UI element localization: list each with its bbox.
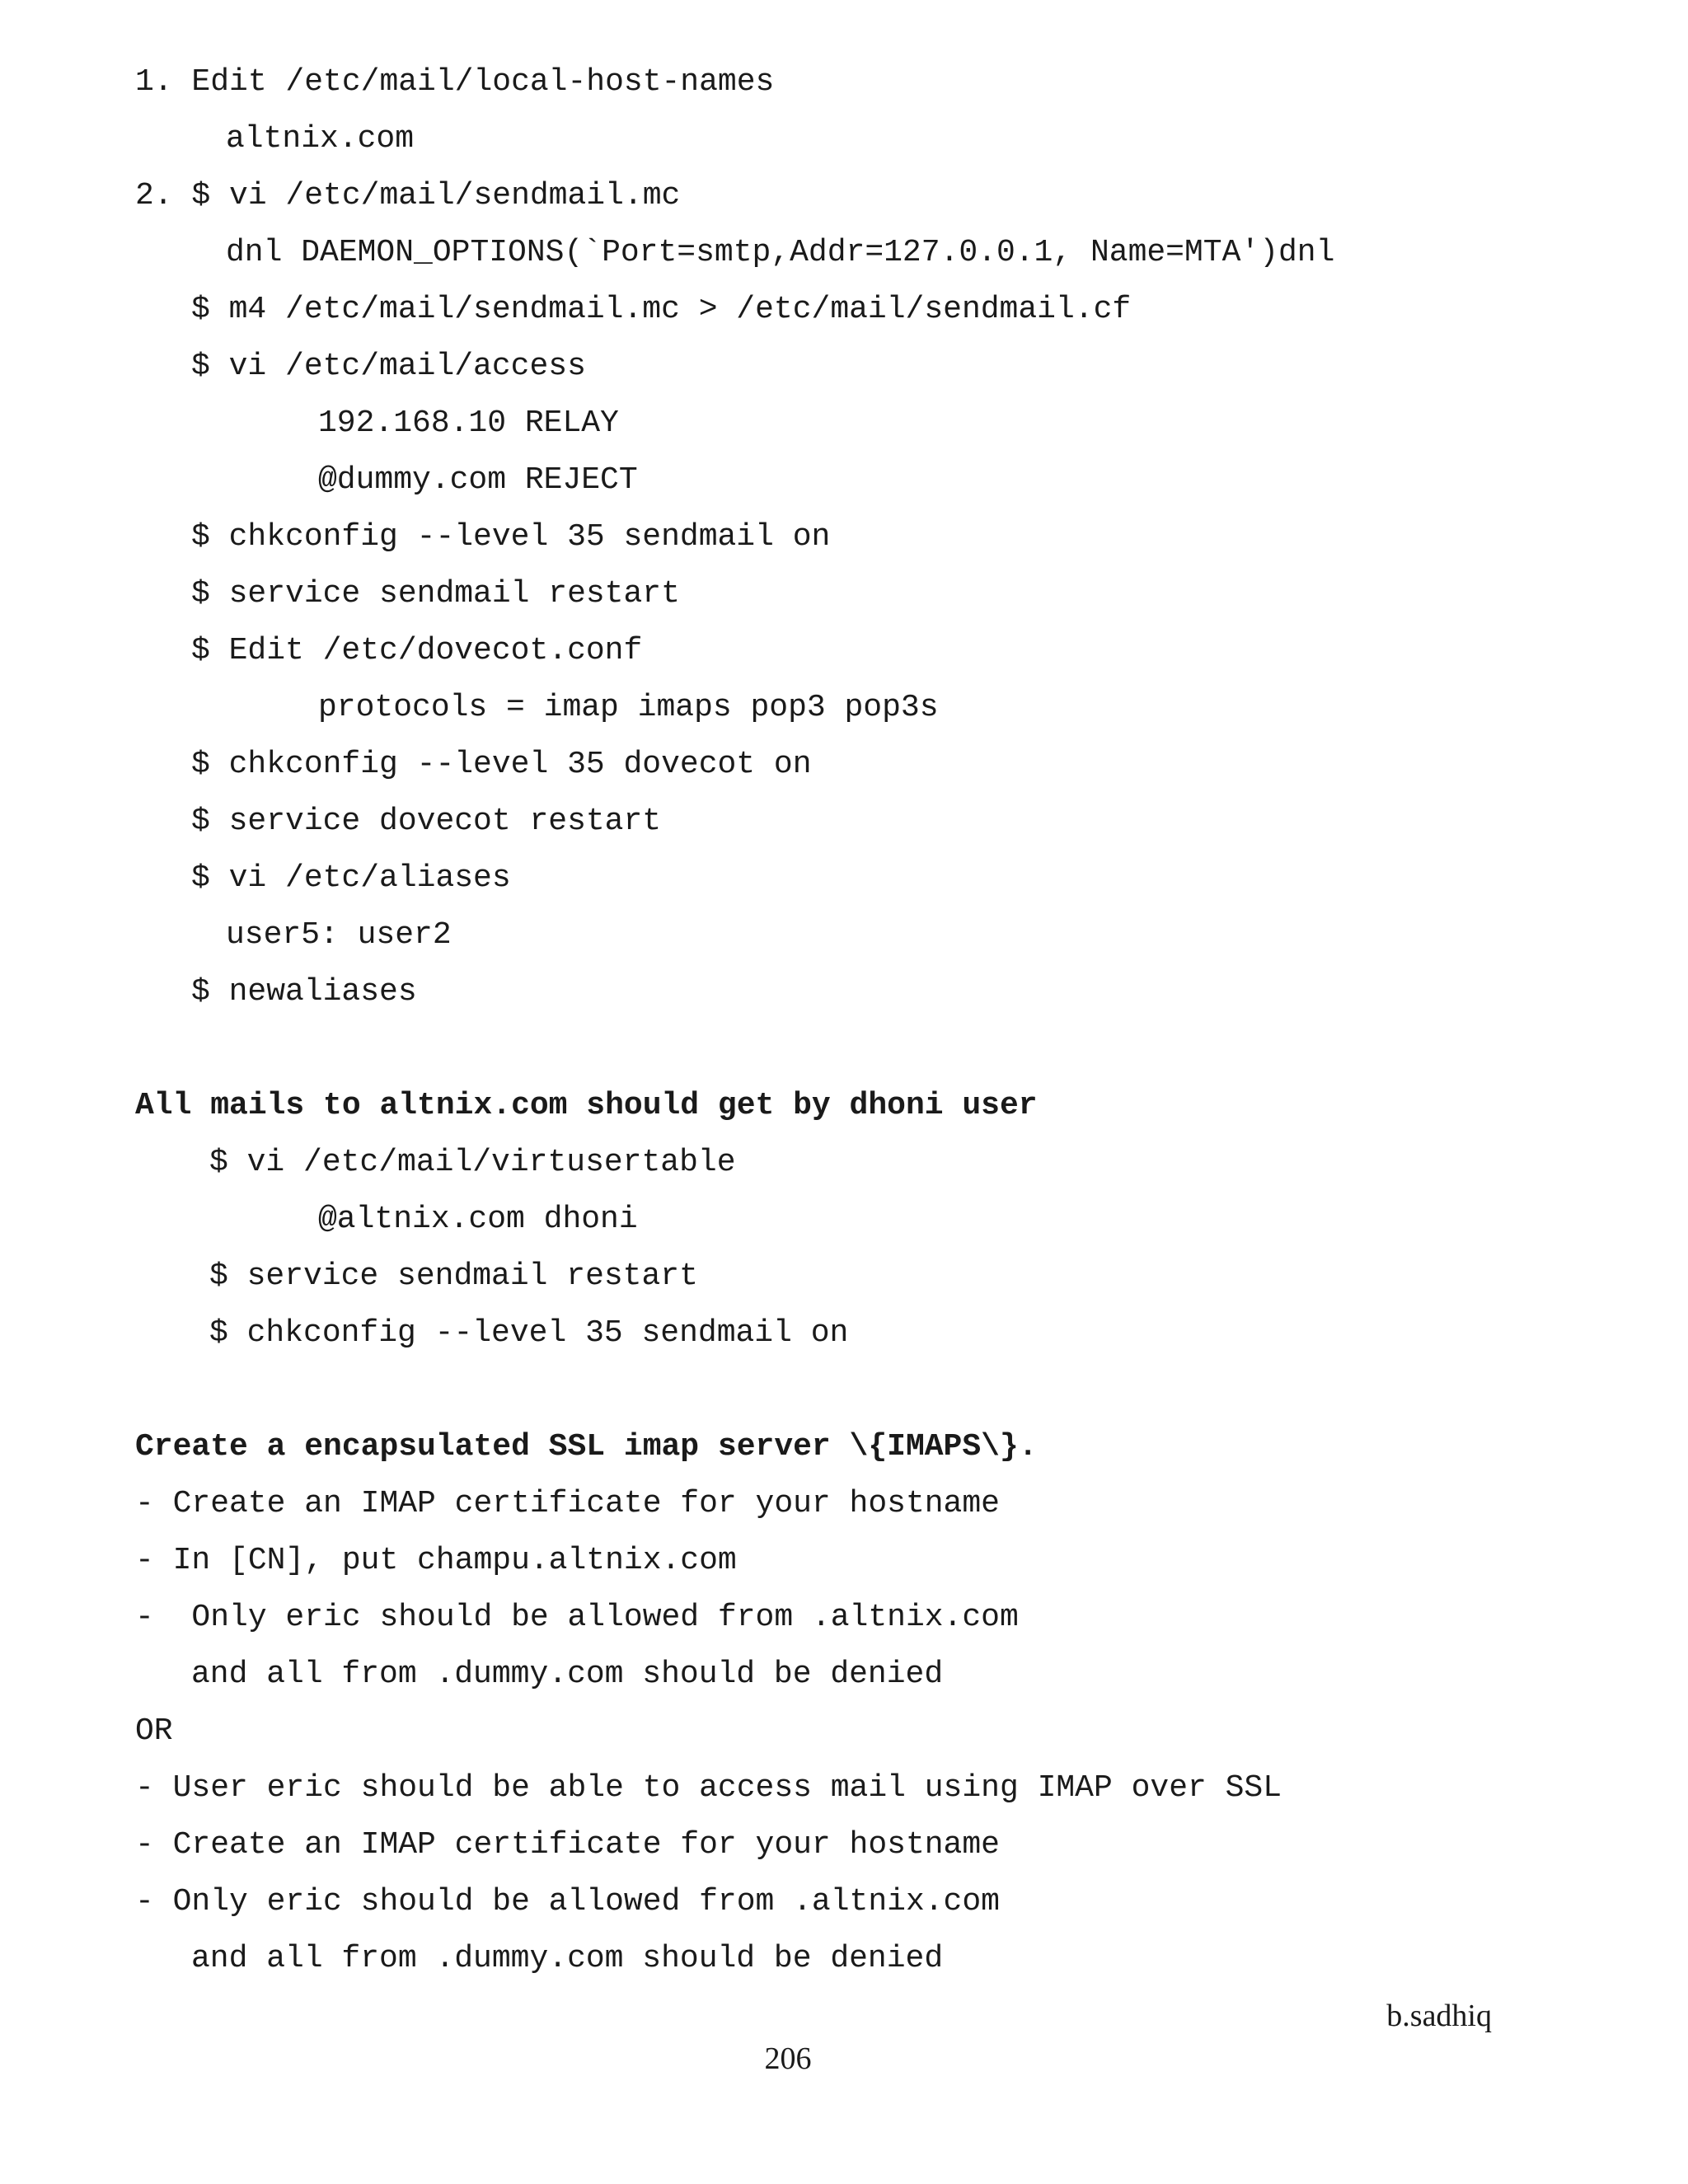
step-1-edit-local-host-names: 1. Edit /etc/mail/local-host-names bbox=[135, 64, 775, 100]
m4-command: $ m4 /etc/mail/sendmail.mc > /etc/mail/sendmail.cf bbox=[191, 292, 1132, 327]
chkconfig-dovecot-command: $ chkconfig --level 35 dovecot on bbox=[191, 747, 812, 782]
service-sendmail-restart: $ service sendmail restart bbox=[191, 576, 680, 612]
alt-task-1: - User eric should be able to access mail using IMAP over SSL bbox=[135, 1770, 1282, 1806]
or-separator: OR bbox=[135, 1713, 173, 1749]
newaliases-command: $ newaliases bbox=[191, 974, 417, 1010]
imaps-task-1: - Create an IMAP certificate for your hostname bbox=[135, 1486, 1000, 1521]
access-relay-entry: 192.168.10 RELAY bbox=[318, 405, 619, 441]
imaps-task-2: - In [CN], put champu.altnix.com bbox=[135, 1543, 737, 1578]
access-reject-entry: @dummy.com REJECT bbox=[318, 462, 638, 498]
vi-access-command: $ vi /etc/mail/access bbox=[191, 349, 586, 384]
imaps-task-3-continued: and all from .dummy.com should be denied bbox=[191, 1657, 944, 1692]
vi-aliases-command: $ vi /etc/aliases bbox=[191, 860, 511, 896]
vi-virtusertable-command: $ vi /etc/mail/virtusertable bbox=[209, 1145, 736, 1180]
imaps-task-3: - Only eric should be allowed from .altnix.com bbox=[135, 1600, 1019, 1635]
local-host-value: altnix.com bbox=[226, 121, 415, 157]
page-number: 206 bbox=[764, 2041, 812, 2076]
chkconfig-sendmail-command-2: $ chkconfig --level 35 sendmail on bbox=[209, 1315, 849, 1351]
virtusertable-entry: @altnix.com dhoni bbox=[318, 1202, 638, 1237]
step-2-vi-sendmail-mc: 2. $ vi /etc/mail/sendmail.mc bbox=[135, 178, 681, 213]
service-dovecot-restart: $ service dovecot restart bbox=[191, 804, 662, 839]
alt-task-3: - Only eric should be allowed from .altnix.com bbox=[135, 1884, 1000, 1919]
edit-dovecot-conf: $ Edit /etc/dovecot.conf bbox=[191, 633, 643, 668]
daemon-options-line: dnl DAEMON_OPTIONS(`Port=smtp,Addr=127.0.0.1, Name=MTA')dnl bbox=[226, 235, 1335, 270]
alias-entry: user5: user2 bbox=[226, 917, 452, 953]
section-heading-virtusertable: All mails to altnix.com should get by dhoni user bbox=[135, 1088, 1038, 1123]
section-heading-imaps: Create a encapsulated SSL imap server \{IMAPS\}. bbox=[135, 1429, 1038, 1465]
service-sendmail-restart-2: $ service sendmail restart bbox=[209, 1258, 698, 1294]
alt-task-3-continued: and all from .dummy.com should be denied bbox=[191, 1941, 944, 1976]
dovecot-protocols-line: protocols = imap imaps pop3 pop3s bbox=[318, 690, 939, 725]
alt-task-2: - Create an IMAP certificate for your hostname bbox=[135, 1827, 1000, 1863]
chkconfig-sendmail-command: $ chkconfig --level 35 sendmail on bbox=[191, 519, 831, 555]
author-signature: b.sadhiq bbox=[1386, 1999, 1492, 2033]
